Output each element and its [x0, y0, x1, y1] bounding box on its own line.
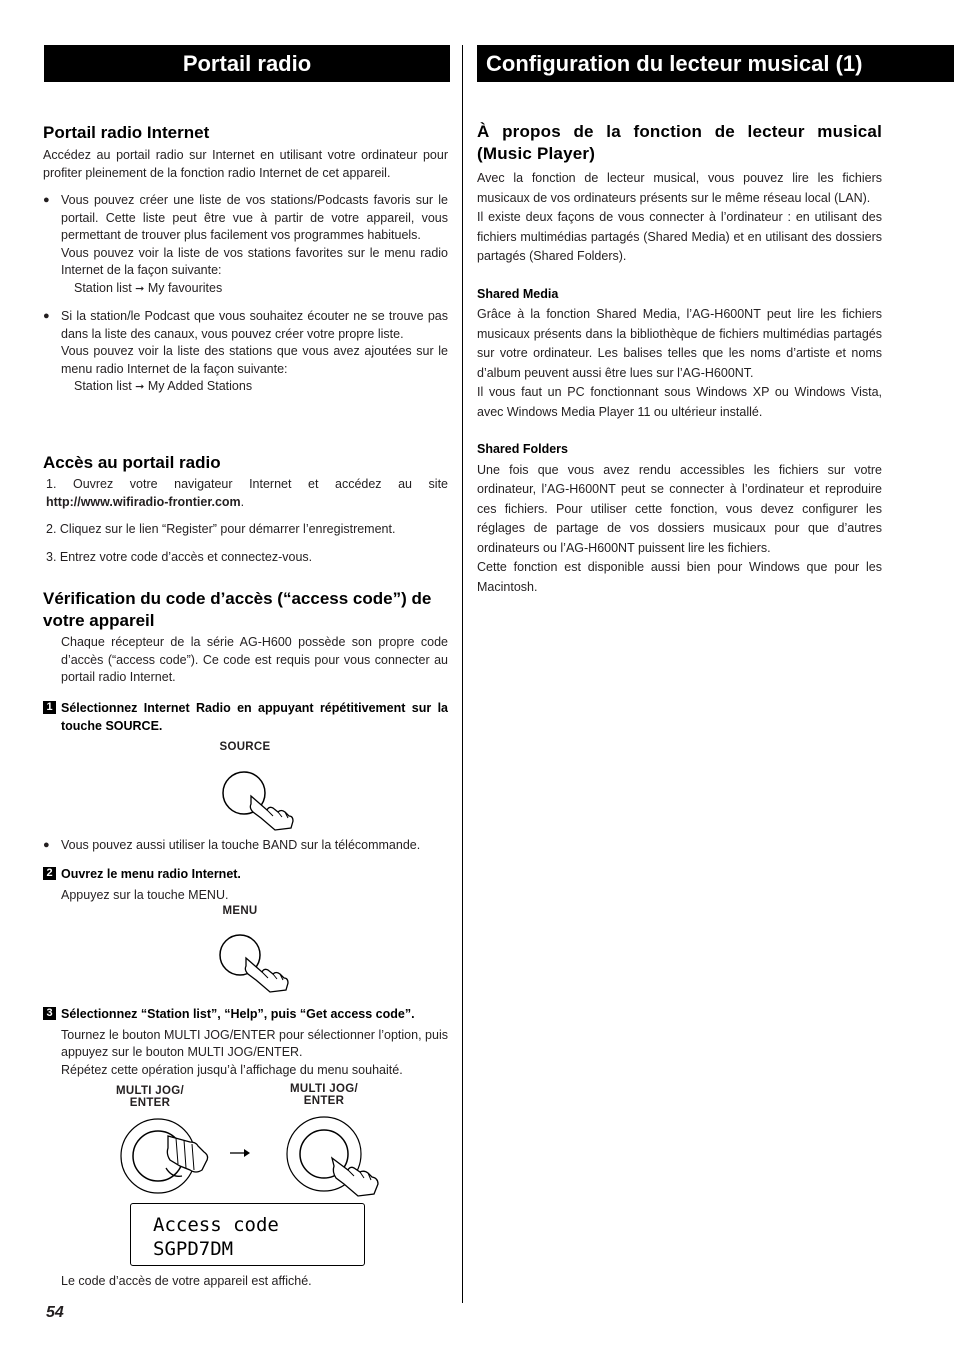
step-2-title: Ouvrez le menu radio Internet.: [61, 867, 241, 881]
bullet-favourites: ● Vous pouvez créer une liste de vos stations/Podcasts favoris sur le portail. Cette liste peut être vue à partir de votre appareil, vous permettant de trouver plus facilement vos programmes habituels. Vous pouvez voir la liste de vos stations favorites sur le menu radio Internet de la façon suivante: Station list ➞ My favourites: [43, 192, 448, 298]
step-number-1: 1: [43, 701, 56, 714]
shared-folders-title: Shared Folders: [477, 442, 568, 456]
section-banner-right: Configuration du lecteur musical (1): [477, 45, 954, 82]
acces-portail-section: [43, 452, 448, 566]
step-1-title: Sélectionnez Internet Radio en appuyant répétitivement sur la touche SOURCE.: [61, 701, 448, 733]
section-intro: Accédez au portail radio sur Internet en utilisant votre ordinateur pour profiter pleinement de la fonction radio Internet de cet appareil.: [43, 148, 448, 180]
source-button-press-icon: [215, 766, 300, 832]
section-title-portail-radio-internet: Portail radio Internet: [43, 123, 210, 142]
access-step-1: 1. Ouvrez votre navigateur Internet et accédez au site http://www.wifiradio-frontier.com.: [46, 477, 448, 509]
access-step-3: 3. Entrez votre code d’accès et connectez-vous.: [46, 549, 313, 564]
column-divider: [462, 45, 463, 1303]
page-number: 54: [46, 1304, 64, 1321]
step-2: [43, 866, 448, 904]
section-title-music-player: À propos de la fonction de lecteur musical (Music Player): [477, 122, 882, 163]
source-button-label: SOURCE: [219, 741, 271, 753]
shared-folders-p2: Cette fonction est disponible aussi bien pour Windows que pour les Macintosh.: [477, 560, 882, 594]
menu-path-added-stations: Station list ➞ My Added Stations: [74, 379, 253, 393]
step-2-text: Appuyez sur la touche MENU.: [61, 887, 229, 902]
arrow-right-icon: [228, 1146, 252, 1160]
portail-radio-internet-section: [43, 122, 448, 397]
menu-path-favourites: Station list ➞ My favourites: [74, 280, 223, 295]
frontier-link[interactable]: http://www.wifiradio-frontier.com: [46, 494, 241, 509]
step-1: [43, 700, 448, 735]
lcd-line-1: Access code: [153, 1214, 279, 1236]
lcd-line-2: SGPD7DM: [153, 1238, 234, 1260]
menu-button-press-icon: [210, 928, 295, 994]
multi-jog-press-icon: [282, 1110, 392, 1202]
lcd-display: [130, 1203, 365, 1266]
step-number-3: 3: [43, 1007, 56, 1020]
step-3-title: Sélectionnez “Station list”, “Help”, puis “Get access code”.: [61, 1007, 415, 1021]
lcd-caption: Le code d’accès de votre appareil est affiché.: [61, 1274, 312, 1288]
access-code-intro: Chaque récepteur de la série AG-H600 possède son propre code d’accès (“access code”). Ce code est requis pour vous connecter au portail radio Internet.: [61, 635, 448, 684]
arrow-right-icon: ➞: [135, 282, 145, 295]
multi-jog-label-2: MULTI JOG/ ENTER: [290, 1083, 358, 1107]
step-3-text-2: Répétez cette opération jusqu’à l’affichage du menu souhaité.: [61, 1062, 403, 1077]
bullet-added-stations: ● Si la station/le Podcast que vous souhaitez écouter ne se trouve pas dans la liste des canaux, vous pouvez créer votre propre liste. Vous pouvez voir la liste des stations que vous avez ajoutées sur le menu radio Internet de la façon suivante: Station list ➞ My Added Stations: [43, 308, 448, 397]
shared-media-title: Shared Media: [477, 286, 559, 301]
step-3-text: Tournez le bouton MULTI JOG/ENTER pour sélectionner l’option, puis appuyez sur le bouton MULTI JOG/ENTER.: [61, 1027, 448, 1059]
menu-button-label: MENU: [222, 905, 258, 917]
music-player-p1: Avec la fonction de lecteur musical, vous pouvez lire les fichiers musicaux de vos ordinateurs présents sur le même réseau local (LAN).: [477, 171, 882, 205]
shared-media-p1: Grâce à la fonction Shared Media, l’AG-H600NT peut lire les fichiers musicaux présents dans la bibliothèque de fichiers multimédias partagés sur votre ordinateur. Les balises telles que les noms d’artiste et noms d’album peuvent aussi être lues sur l’AG-H600NT.: [477, 307, 882, 380]
multi-jog-label-1: MULTI JOG/ ENTER: [116, 1085, 184, 1109]
step-3: [43, 1006, 448, 1079]
section-banner-left: Portail radio: [44, 45, 450, 82]
step-number-2: 2: [43, 867, 56, 880]
access-code-section: [43, 588, 448, 687]
section-title-access-code: Vérification du code d’accès (“access code”) de votre appareil: [43, 589, 432, 630]
music-player-p2: Il existe deux façons de vous connecter à l’ordinateur : en utilisant des fichiers multimédias partagés (Shared Media) et en utilisant des dossiers partagés (Shared Folders).: [477, 210, 882, 263]
section-title-acces-portail: Accès au portail radio: [43, 453, 221, 472]
multi-jog-turn-icon: [108, 1112, 218, 1200]
music-player-section: [477, 121, 882, 597]
access-step-2: 2. Cliquez sur le lien “Register” pour démarrer l’enregistrement.: [46, 522, 396, 536]
step-1-note: ● Vous pouvez aussi utiliser la touche BAND sur la télécommande.: [43, 837, 448, 855]
shared-media-p2: Il vous faut un PC fonctionnant sous Windows XP ou Windows Vista, avec Windows Media Player 11 ou ultérieur installé.: [477, 385, 882, 419]
shared-folders-p1: Une fois que vous avez rendu accessibles les fichiers sur votre ordinateur, l’AG-H600NT peut se connecter à l’ordinateur et reproduire ces fichiers. Pour utiliser cette fonction, vous devez configurer les réglages de partage de vos dossiers musicaux pour que d’autres ordinateurs ou l’AG-H600NT puissent lire les fichiers.: [477, 462, 882, 555]
arrow-right-icon: ➞: [135, 381, 145, 393]
